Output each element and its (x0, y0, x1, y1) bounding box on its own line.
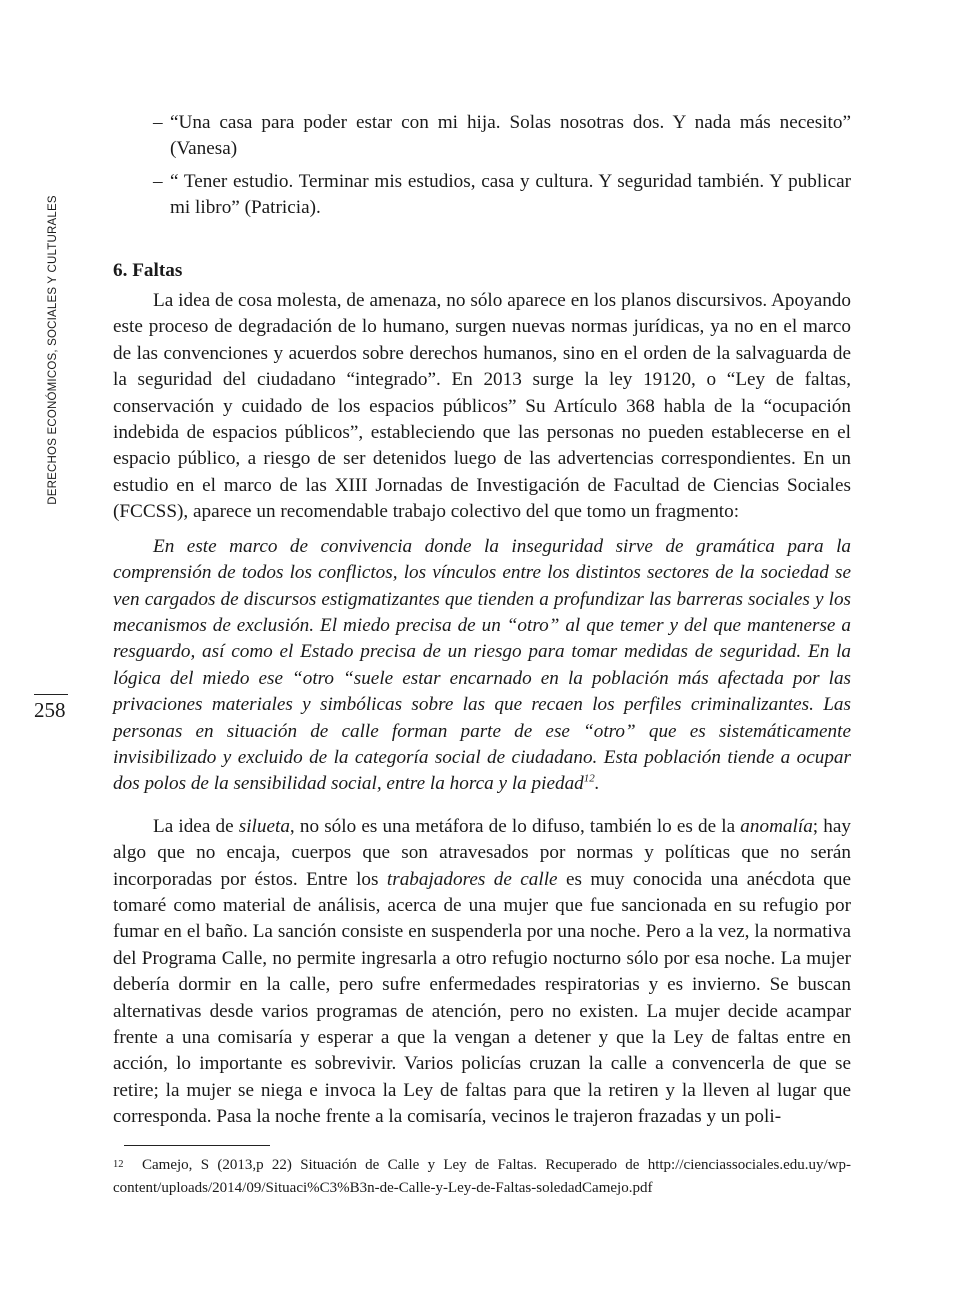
footnote-text: Camejo, S (2013,p 22) Situación de Calle y Ley de Faltas. Recuperado de http://cienciassociales.edu.uy/wp-content/uploads/2014/09/Situaci%C3%B3n-de-Calle-y-Ley-de-Faltas-soledadCamejo.pdf (113, 1157, 851, 1196)
footnote-rule (124, 1145, 270, 1146)
body-paragraph: La idea de cosa molesta, de amenaza, no sólo aparece en los planos discursivos. Apoyando este proceso de degradación de lo humano, surgen nuevas normas jurídicas, ya no en el marco de las convenciones y acuerdos sobre derechos humanos, sino en el orden de la salvaguarda de la seguridad del ciudadano “integrado”. En 2013 surge la ley 19120, o “Ley de faltas, conservación y cuidado de los espacios públicos” Su Artículo 368 habla de la “ocupación indebida de espacios públicos”, estableciendo que las personas no pueden establecerse en el espacio público, a riesgo de ser detenidos luego de las advertencias correspondientes. En un estudio en el marco de las XIII Jornadas de Investigación de Facultad de Ciencias Sociales (FCCSS), aparece un recomendable trabajo colectivo del que tomo un fragmento: (113, 290, 851, 523)
quote-list-item (113, 110, 851, 163)
text-run: , no sólo es una metáfora de lo difuso, también lo es de la (289, 815, 741, 837)
emphasis-run: silueta (238, 815, 290, 837)
quote-text: “Una casa para poder estar con mi hija. Solas nosotras dos. Y nada más necesito” (Vanesa) (170, 112, 851, 160)
emphasis-run: trabajadores de calle (386, 868, 558, 890)
page-number: 258 (34, 698, 66, 722)
block-quote-text: En este marco de convivencia donde la inseguridad sirve de gramática para la comprensión de todos los conflictos, los vínculos entre los distintos sectores de la sociedad se ven cargados de discursos estigmatizantes que tienden a profundizar las barreras sociales y los mecanismos de exclusión. El miedo precisa de un “otro” al que temer y del que mantenerse a resguardo, así como el Estado precisa de un riesgo para tomar medidas de seguridad. En la lógica del miedo ese “otro “suele estar encarnado en la población más afectada por las privaciones materiales y simbólicas sobre las que recaen los perfiles criminalizantes. Las personas en situación de calle forman parte de ese “otro” que es sistemáticamente invisibilizado y excluido de la categoría social de ciudadano. Esta población tiende a ocupar dos polos de la sensibilidad social, entre la horca y la piedad (113, 535, 851, 795)
emphasis-run: anomalía (740, 815, 813, 837)
text-run: La idea de (153, 815, 239, 837)
section-heading: 6. Faltas (113, 259, 183, 281)
page-number-rule (34, 694, 68, 695)
quote-text: “ Tener estudio. Terminar mis estudios, casa y cultura. Y seguridad también. Y publicar mi libro” (Patricia). (170, 170, 851, 219)
block-quote (113, 534, 851, 798)
body-paragraph (113, 814, 851, 1131)
text-run: es muy conocida una anécdota que tomaré como material de análisis, acerca de una mujer que fue sancionada en su refugio por fumar en el baño. La sanción consiste en suspenderla por una noche. Pero a la vez, la normativa del Programa Calle, no permite ingresarla a otro refugio nocturno sólo por esa noche. La mujer debería dormir en la calle, pero sufre enfermedades respiratorias y es invierno. Se buscan alternativas desde varios programas de atención, pero no existen. La mujer decide acampar frente a una comisaría y esperar a que la vengan a detener y que la Ley de faltas entre en acción, lo importante es sobrevivir. Varios policías cruzan la calle a convencerla de que se retire; la mujer se niega e invoca la Ley de faltas para que la retiren y la lleven al lugar que corresponda. Pasa la noche frente a la comisaría, vecinos le trajeron frazadas y un poli- (113, 868, 852, 1128)
footnote-number: 12 (113, 1159, 124, 1170)
block-quote-end: . (594, 773, 600, 795)
text-run: ; hay algo que no encaja, cuerpos que son atravesados por normas y políticas que no serán incorporadas por éstos. Entre los (113, 815, 851, 890)
list-dash: – (153, 170, 163, 192)
footnote (113, 1154, 851, 1200)
page-body (113, 110, 851, 1131)
running-header-vertical: DERECHOS ECONÓMICOS, SOCIALES Y CULTURALES (47, 195, 59, 505)
list-dash: – (153, 112, 163, 133)
quote-list-item (113, 169, 851, 222)
footnote-reference: 12 (583, 772, 595, 785)
